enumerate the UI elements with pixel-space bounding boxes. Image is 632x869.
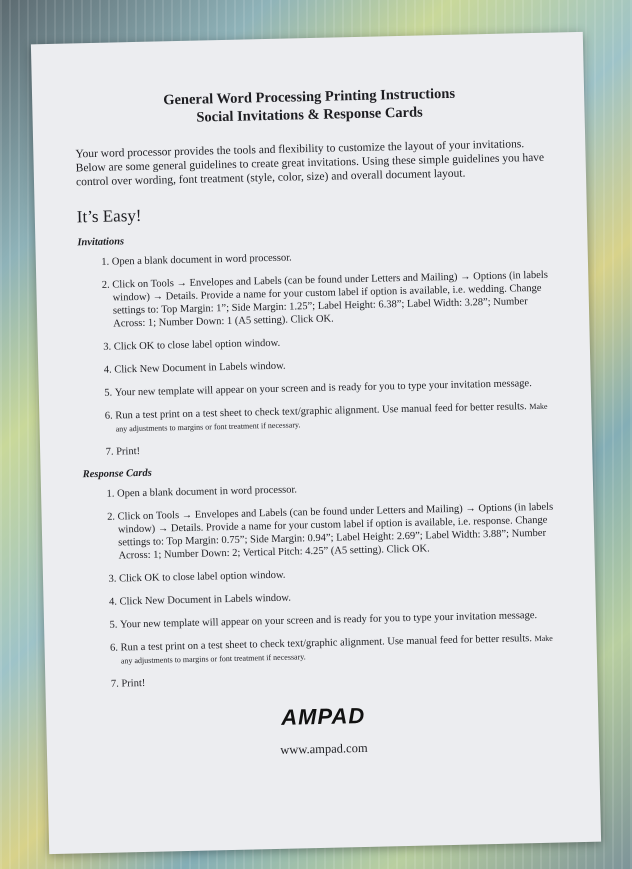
list-item: 2. Click on Tools → Envelopes and Labels (can be found under Letters and Mailing) → Options (in labels window) → Details. Provide a name for your custom label if option is available, i.e. response. Change settings to: Top Margin: 0.75”; Side Margin: 0.94”; Label Height: 2.69”; Label Width: 3.88”; Number Across: 1; Number Down: 2; Vertical Pitch: 4.25” (A5 setting). Click OK. xyxy=(117,501,554,563)
invitations-heading: Invitations xyxy=(77,236,125,249)
logo-text: AMPAD xyxy=(280,702,366,730)
list-item: 5. Your new template will appear on your screen and is ready for you to type your invitation message. xyxy=(120,609,556,632)
title-line-1: General Word Processing Printing Instructions xyxy=(163,85,456,109)
sheet-content xyxy=(74,83,559,762)
list-item: 3. Click OK to close label option window. xyxy=(119,563,555,586)
intro-paragraph: Your word processor provides the tools and flexibility to customize the layout of your invitations. Below are some general guidelines to create great invitations. Using these simple guidelines you have control over wording, font treatment (style, color, size) and overall document layout. xyxy=(75,138,545,189)
easy-heading: It’s Easy! xyxy=(76,205,142,227)
ampad-logo xyxy=(88,699,558,736)
list-item: 4. Click New Document in Labels window. xyxy=(114,354,550,377)
step-note: Make any adjustments to margins or font treatment if necessary. xyxy=(120,633,553,666)
list-item: 1. Open a blank document in word processor. xyxy=(112,246,548,269)
list-item xyxy=(120,632,556,668)
invitations-steps xyxy=(78,246,552,460)
response-steps xyxy=(83,478,557,692)
document-title xyxy=(74,83,545,130)
list-item: 7. Print! xyxy=(121,668,557,691)
instruction-sheet xyxy=(31,32,601,854)
website-url: www.ampad.com xyxy=(280,740,368,757)
list-item: 5. Your new template will appear on your screen and is ready for you to type your invitation message. xyxy=(115,377,551,400)
step-text: Run a test print on a test sheet to check text/graphic alignment. Use manual feed for better results. xyxy=(120,633,533,654)
list-item: 7. Print! xyxy=(116,436,552,459)
step-note: Make any adjustments to margins or font treatment if necessary. xyxy=(115,401,548,434)
list-item: 4. Click New Document in Labels window. xyxy=(119,586,555,609)
title-line-2: Social Invitations & Response Cards xyxy=(196,104,423,126)
list-item: 3. Click OK to close label option window. xyxy=(114,331,550,354)
list-item xyxy=(115,400,551,436)
list-item: 1. Open a blank document in word processor. xyxy=(117,478,553,501)
step-text: Run a test print on a test sheet to check text/graphic alignment. Use manual feed for better results. xyxy=(115,401,527,422)
response-cards-heading: Response Cards xyxy=(82,467,152,481)
list-item: 2. Click on Tools → Envelopes and Labels (can be found under Letters and Mailing) → Options (in labels window) → Details. Provide a name for your custom label if option is available, i.e. wedding. Change settings to: Top Margin: 1”; Side Margin: 1.25”; Label Height: 6.38”; Label Width: 3.28”; Number Across: 1; Number Down: 1 (A5 setting). Click OK. xyxy=(112,269,549,331)
